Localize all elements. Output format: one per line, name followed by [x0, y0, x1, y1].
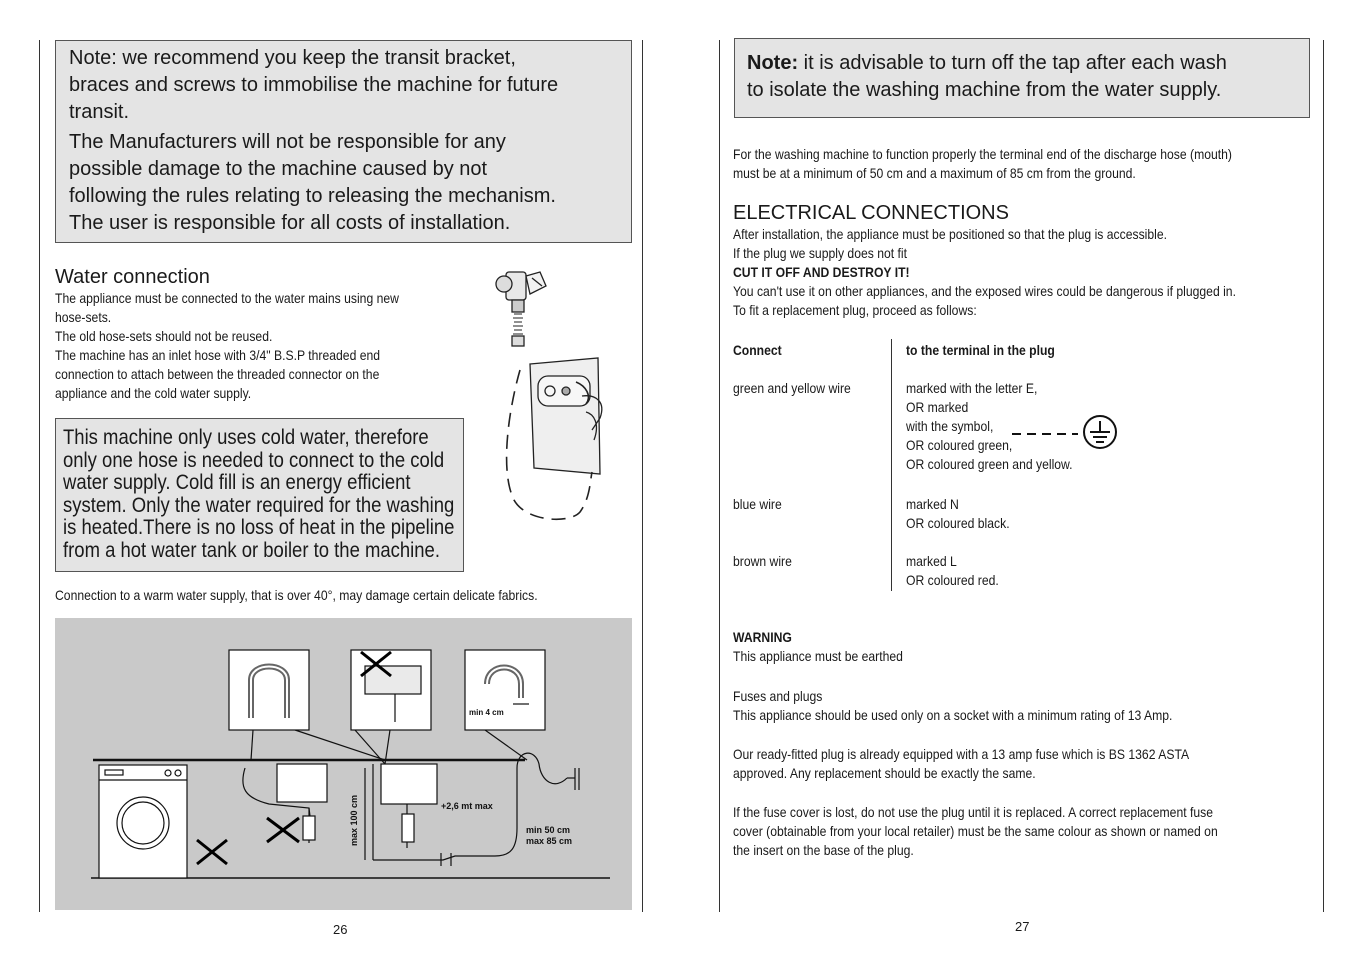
- page-number-right: 27: [1015, 919, 1030, 934]
- warning-title: WARNING: [733, 629, 792, 645]
- cold-water-line: This machine only uses cold water, therefore: [63, 426, 429, 449]
- wire-table-header-left: Connect: [733, 342, 782, 358]
- water-connection-text: [55, 289, 399, 403]
- max-85cm-label: max 85 cm: [526, 836, 573, 846]
- text-line: OR coloured black.: [906, 515, 1010, 531]
- tap-note-line-2: to isolate the washing machine from the water supply.: [747, 79, 1222, 101]
- warning-section: [733, 628, 903, 666]
- warning-text: This appliance must be earthed: [733, 648, 903, 664]
- transit-note-box: [55, 40, 632, 243]
- text-line: appliance and the cold water supply.: [55, 385, 252, 401]
- wire-name-blue: blue wire: [733, 496, 782, 512]
- transit-note-line: braces and screws to immobilise the machine for future: [69, 74, 559, 96]
- wire-table-header-right: to the terminal in the plug: [906, 342, 1055, 358]
- text-line: OR coloured green,: [906, 437, 1013, 453]
- cold-water-line: water supply. Cold fill is an energy efficient: [63, 471, 411, 494]
- right-page-border-left: [719, 40, 720, 912]
- cold-water-line: only one hose is needed to connect to the cold: [63, 448, 445, 472]
- warm-water-note: Connection to a warm water supply, that is over 40°, may damage certain delicate fabrics.: [55, 587, 538, 603]
- text-line: OR coloured red.: [906, 572, 999, 588]
- text-line: To fit a replacement plug, proceed as follows:: [733, 302, 977, 318]
- tap-note-line-1: [747, 50, 1309, 77]
- cold-water-box: [55, 418, 464, 572]
- text-line: Our ready-fitted plug is already equipped with a 13 amp fuse which is BS 1362 ASTA: [733, 746, 1190, 762]
- text-line: connection to attach between the threaded connector on the: [55, 366, 380, 382]
- text-line: with the symbol,: [906, 418, 994, 434]
- earth-symbol-icon: [1010, 414, 1122, 450]
- wire-name-green-yellow: green and yellow wire: [733, 380, 851, 396]
- fuse-info: [733, 745, 1189, 783]
- cold-water-line: is heated.There is no loss of heat in the pipeline: [63, 516, 455, 539]
- transit-note-line: transit.: [69, 101, 130, 123]
- text-line: the insert on the base of the plug.: [733, 842, 914, 858]
- terminal-brown: [906, 552, 999, 590]
- text-line: The appliance must be connected to the water mains using new: [55, 290, 399, 306]
- cut-it-off-warning: CUT IT OFF AND DESTROY IT!: [733, 264, 910, 280]
- min-4cm-label: min 4 cm: [469, 708, 504, 717]
- text-line: If the fuse cover is lost, do not use the plug until it is replaced. A correct replacement fuse: [733, 804, 1214, 820]
- discharge-text: [733, 145, 1232, 183]
- text-line: The machine has an inlet hose with 3/4" B.S.P threaded end: [55, 347, 381, 363]
- cold-water-line: system. Only the water required for the washing: [63, 493, 455, 517]
- min-50cm-label: min 50 cm: [526, 825, 571, 835]
- cold-water-line: from a hot water tank or boiler to the machine.: [63, 538, 440, 562]
- text-line: marked with the letter E,: [906, 380, 1038, 396]
- left-page-border-right: [642, 40, 643, 912]
- terminal-blue: [906, 495, 1010, 533]
- text-line: cover (obtainable from your local retailer) must be the same colour as shown or named on: [733, 823, 1218, 839]
- transit-note-line: The Manufacturers will not be responsible for any: [69, 131, 506, 153]
- plus-2-6-label: +2,6 mt max: [441, 801, 493, 811]
- text-line: The old hose-sets should not be reused.: [55, 328, 273, 344]
- transit-note-line: Note: we recommend you keep the transit bracket,: [69, 47, 516, 69]
- electrical-text: [733, 225, 1236, 320]
- water-connection-heading: Water connection: [55, 266, 210, 288]
- drain-installation-diagram: [55, 618, 632, 910]
- fuse-cover-info: [733, 803, 1218, 860]
- text-line: approved. Any replacement should be exactly the same.: [733, 765, 1036, 781]
- wire-table-divider: [891, 339, 892, 591]
- tap-note-box: [734, 38, 1310, 118]
- text-line: For the washing machine to function properly the terminal end of the discharge hose (mouth): [733, 146, 1232, 162]
- text-line: OR coloured green and yellow.: [906, 456, 1073, 472]
- page-number-left: 26: [333, 922, 348, 937]
- text-line: After installation, the appliance must be positioned so that the plug is accessible.: [733, 226, 1168, 242]
- left-page-border-left: [39, 40, 40, 912]
- note-lead: Note:: [747, 52, 799, 74]
- max-100cm-label: max 100 cm: [349, 794, 359, 846]
- electrical-heading: ELECTRICAL CONNECTIONS: [733, 202, 1009, 224]
- transit-note-line: The user is responsible for all costs of installation.: [69, 212, 511, 234]
- text-line: If the plug we supply does not fit: [733, 245, 908, 261]
- right-page-border-right: [1323, 40, 1324, 912]
- text-line: You can't use it on other appliances, and the exposed wires could be dangerous if plugged in.: [733, 283, 1236, 299]
- wire-name-brown: brown wire: [733, 553, 792, 569]
- fuses-text: This appliance should be used only on a socket with a minimum rating of 13 Amp.: [733, 707, 1173, 723]
- text-line: hose-sets.: [55, 309, 112, 325]
- text-line: must be at a minimum of 50 cm and a maximum of 85 cm from the ground.: [733, 165, 1136, 181]
- transit-note-line: possible damage to the machine caused by not: [69, 158, 488, 180]
- text-line: marked L: [906, 553, 957, 569]
- fuses-section: [733, 687, 1172, 725]
- fuses-title: Fuses and plugs: [733, 688, 823, 704]
- tap-hose-illustration: [490, 262, 630, 527]
- text-line: marked N: [906, 496, 959, 512]
- note-rest: it is advisable to turn off the tap after each wash: [798, 52, 1227, 74]
- text-line: OR marked: [906, 399, 969, 415]
- transit-note-line: following the rules relating to releasing the mechanism.: [69, 185, 556, 207]
